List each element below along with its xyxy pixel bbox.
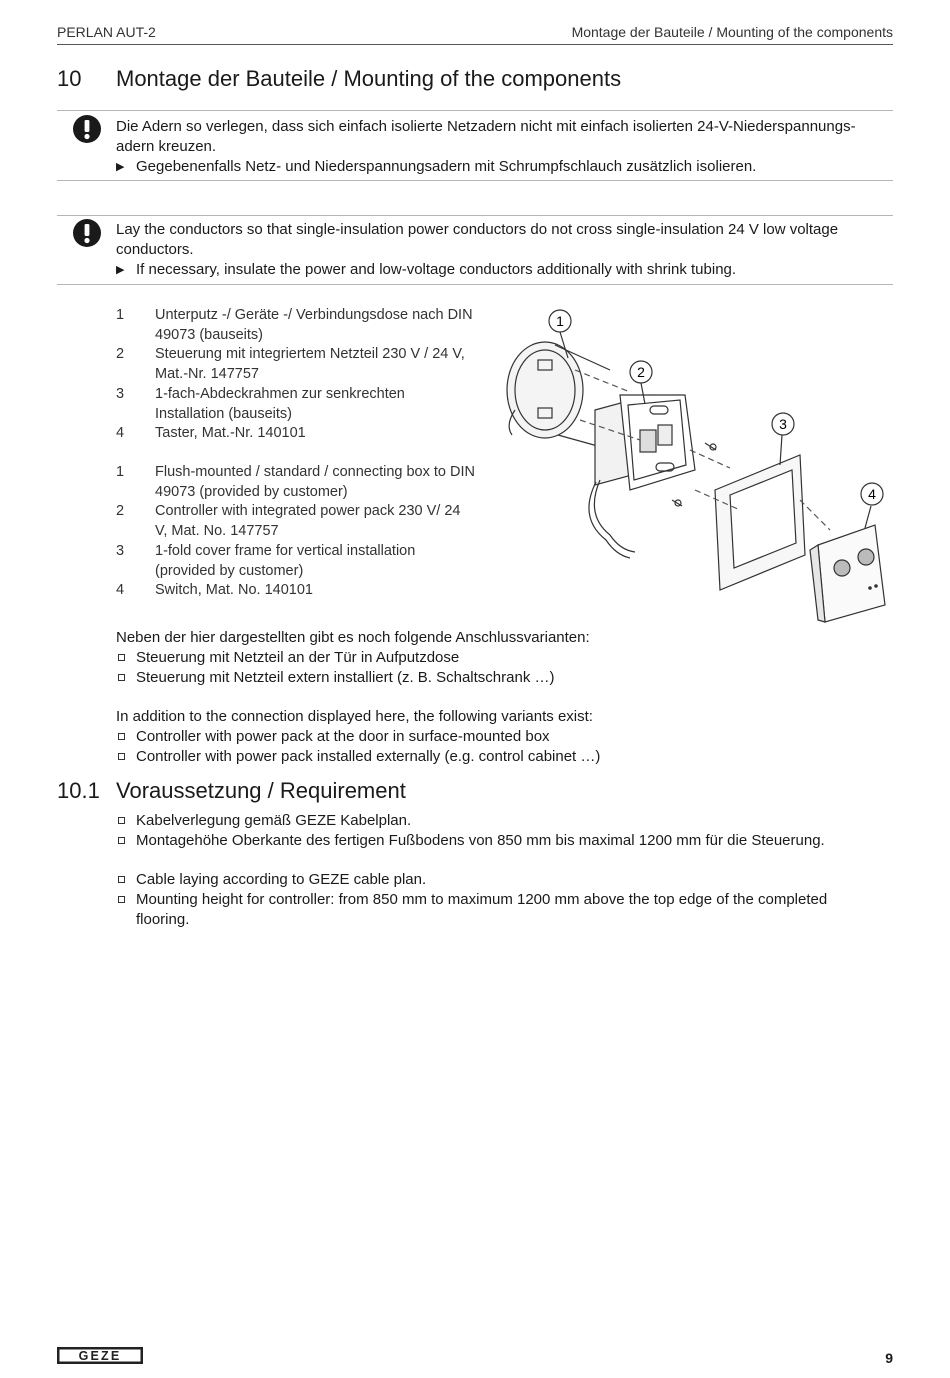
arrow-icon: ▶ <box>116 161 125 173</box>
svg-text:3: 3 <box>779 416 787 432</box>
variants-en <box>116 707 891 767</box>
svg-text:1: 1 <box>556 313 564 329</box>
list-item: Controller with power pack at the door in surface-mounted box <box>116 727 891 747</box>
section-title: Montage der Bauteile / Mounting of the components <box>116 66 622 91</box>
legend-item: 3 1-fold cover frame for vertical installation (provided by customer) <box>116 542 416 579</box>
page-number: 9 <box>885 1350 893 1366</box>
legend-item: 4 Switch, Mat. No. 140101 <box>116 582 313 599</box>
warning-en-line1: Lay the conductors so that single-insulation power conductors do not cross single-insulation 24 V low voltage <box>116 221 839 238</box>
callout-4 <box>861 483 883 505</box>
warning-de-action: ▶ Gegebenenfalls Netz- und Niederspannungsadern mit Schrumpfschlauch zusätzlich isolieren. <box>116 158 757 175</box>
warning-de-line1: Die Adern so verlegen, dass sich einfach isolierte Netzadern nicht mit einfach isolierten 24-V-Niederspannungs- <box>116 118 856 135</box>
svg-text:4: 4 <box>868 486 876 502</box>
warning-de <box>116 117 891 177</box>
subsection-title: Voraussetzung / Requirement <box>116 778 406 803</box>
divider <box>57 215 893 216</box>
bullet-square-icon <box>118 837 125 844</box>
list-item: Steuerung mit Netzteil an der Tür in Aufputzdose <box>116 648 891 668</box>
requirements-de <box>116 811 891 851</box>
legend-item: 1 Unterputz -/ Geräte -/ Verbindungsdose nach DIN 49073 (bauseits) <box>116 307 473 343</box>
legend-item: 2 Controller with integrated power pack 230 V/ 24 V, Mat. No. 147757 <box>116 503 461 540</box>
list-item: Mounting height for controller: from 850 mm to maximum 1200 mm above the top edge of the completed flooring. <box>116 890 876 930</box>
warning-en <box>116 220 891 280</box>
header-rule <box>57 44 893 45</box>
legend-item: 3 1-fach-Abdeckrahmen zur senkrechten Installation (bauseits) <box>116 385 405 422</box>
mounting-exploded-diagram <box>500 300 900 630</box>
arrow-icon: ▶ <box>116 264 125 276</box>
exclamation-icon <box>72 218 102 248</box>
requirements-en <box>116 870 876 930</box>
divider <box>57 110 893 111</box>
bullet-square-icon <box>118 817 125 824</box>
screw <box>672 500 682 506</box>
subsection-number: 10.1 <box>57 778 100 803</box>
bullet-square-icon <box>118 733 125 740</box>
legend-item: 2 Steuerung mit integriertem Netzteil 230 V / 24 V, Mat.-Nr. 147757 <box>116 346 465 383</box>
legend-de <box>116 306 476 444</box>
bullet-square-icon <box>118 896 125 903</box>
bullet-square-icon <box>118 674 125 681</box>
callout-1 <box>549 310 571 332</box>
list-item: Kabelverlegung gemäß GEZE Kabelplan. <box>116 811 891 831</box>
bullet-square-icon <box>118 753 125 760</box>
bullet-square-icon <box>118 876 125 883</box>
divider <box>57 180 893 181</box>
svg-text:2: 2 <box>637 364 645 380</box>
warning-de-line2: adern kreuzen. <box>116 138 217 155</box>
legend-item: 4 Taster, Mat.-Nr. 140101 <box>116 425 306 442</box>
variants-en-intro: In addition to the connection displayed here, the following variants exist: <box>116 708 593 725</box>
legend-item: 1 Flush-mounted / standard / connecting box to DIN 49073 (provided by customer) <box>116 464 475 500</box>
divider <box>57 284 893 285</box>
legend-en <box>116 463 476 601</box>
variants-de <box>116 628 891 688</box>
header-section: Montage der Bauteile / Mounting of the components <box>571 24 893 40</box>
list-item: Cable laying according to GEZE cable plan. <box>116 870 876 890</box>
controller-unit <box>589 395 695 558</box>
svg-text:GEZE: GEZE <box>78 1349 122 1364</box>
switch-unit <box>810 525 885 622</box>
exclamation-icon <box>72 114 102 144</box>
screw <box>705 443 716 450</box>
variants-de-intro: Neben der hier dargestellten gibt es noch folgende Anschlussvarianten: <box>116 629 590 646</box>
callout-2 <box>630 361 652 383</box>
list-item: Montagehöhe Oberkante des fertigen Fußbodens von 850 mm bis maximal 1200 mm für die Steuerung. <box>116 831 891 851</box>
callout-3 <box>772 413 794 435</box>
header-product: PERLAN AUT-2 <box>57 24 156 40</box>
cover-frame <box>715 455 805 590</box>
warning-en-action: ▶ If necessary, insulate the power and low-voltage conductors additionally with shrink tubing. <box>116 261 737 278</box>
list-item: Steuerung mit Netzteil extern installiert (z. B. Schaltschrank …) <box>116 668 891 688</box>
geze-logo <box>57 1347 143 1364</box>
warning-en-line2: conductors. <box>116 241 194 258</box>
section-number: 10 <box>57 66 82 91</box>
bullet-square-icon <box>118 654 125 661</box>
list-item: Controller with power pack installed externally (e.g. control cabinet …) <box>116 747 891 767</box>
